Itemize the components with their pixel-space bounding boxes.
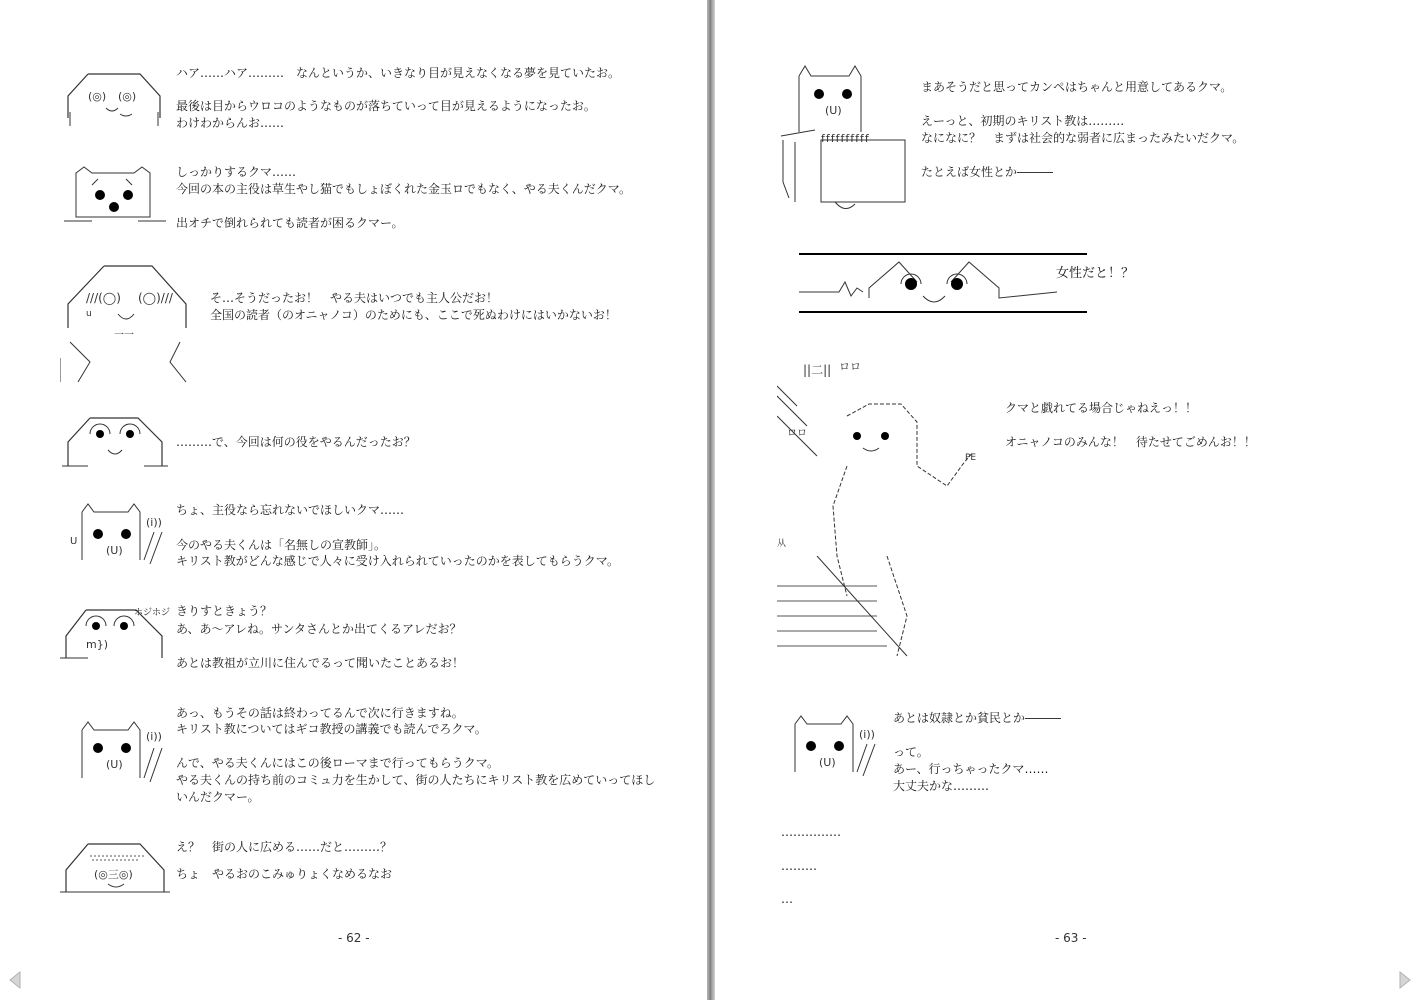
dialogue-line: 今のやる夫くんは「名無しの宣教師」。 xyxy=(176,538,387,552)
dialogue-line: きりすときょう？ xyxy=(176,604,273,618)
svg-text:///(◯): ///(◯) xyxy=(86,291,121,305)
dialogue-line: 大丈夫かな……… xyxy=(893,779,990,793)
bear-ascii-art xyxy=(66,500,176,572)
previous-page-button[interactable] xyxy=(4,968,28,992)
yaruo-ascii-art xyxy=(60,412,170,470)
dialogue-line: たとえば女性とか――― xyxy=(921,165,1054,179)
yaruo-ascii-art xyxy=(60,68,170,128)
dialogue-line: って。 xyxy=(893,745,929,759)
page-number: - 63 - xyxy=(1055,931,1087,945)
svg-text:(i)): (i)) xyxy=(859,728,875,741)
dialogue-line: しっかりするクマ…… xyxy=(176,165,297,179)
svg-text:(◯)///: (◯)/// xyxy=(138,291,173,305)
left-page xyxy=(0,0,707,1000)
ellipsis-line: … xyxy=(781,892,793,906)
bear-with-sign-ascii-art xyxy=(775,62,915,214)
svg-text:PE: PE xyxy=(965,453,977,463)
arrow-right-icon xyxy=(1392,968,1416,992)
dialogue-line: ………で、今回は何の役をやるんだったお？ xyxy=(176,435,416,449)
svg-text:u: u xyxy=(86,309,92,319)
dialogue-line: あとは教祖が立川に住んでるって聞いたことあるお！ xyxy=(176,656,465,670)
dialogue-line: あとは奴隷とか貧民とか――― xyxy=(893,711,1062,725)
bear-ascii-art xyxy=(62,165,167,230)
dialogue-line: キリスト教についてはギコ教授の講義でも読んでろクマ。 xyxy=(176,722,487,736)
dialogue-line: そ…そうだったお！ やる夫はいつでも主人公だお！ xyxy=(210,291,499,305)
page-gutter xyxy=(707,0,715,1000)
dialogue-line: まあそうだと思ってカンペはちゃんと用意してあるクマ。 xyxy=(921,80,1233,94)
dialogue-line: あ、あ～アレね。サンタさんとか出てくるアレだお？ xyxy=(176,622,462,636)
svg-text:(U): (U) xyxy=(106,544,123,557)
dialogue-line: ハア……ハア……… なんというか、いきなり目が見えなくなる夢を見ていたお。 xyxy=(176,66,621,80)
svg-text:(U): (U) xyxy=(106,758,123,771)
dialogue-line: えーっと、初期のキリスト教は……… xyxy=(921,114,1125,128)
dialogue-line: 全国の読者（のオニャノコ）のためにも、ここで死ぬわけにはいかないお！ xyxy=(210,308,617,322)
dialogue-line: え？ 街の人に広める……だと………？ xyxy=(176,840,393,854)
ellipsis-line: ……… xyxy=(781,859,817,873)
yaruo-closeup-ascii-art xyxy=(799,252,1087,316)
svg-text:||二||: ||二|| xyxy=(803,363,832,377)
right-page xyxy=(715,0,1420,1000)
dialogue-line: 出オチで倒れられても読者が困るクマー。 xyxy=(176,216,404,230)
dialogue-line: やる夫くんの持ち前のコミュ力を生かして、街の人たちにキリスト教を広めていってほし xyxy=(176,773,656,787)
svg-text:(◎): (◎) xyxy=(118,90,137,103)
dialogue-line: 最後は目からウロコのようなものが落ちていって目が見えるようになったお。 xyxy=(176,99,596,113)
dialogue-line: 今回の本の主役は草生やし猫でもしょぼくれた金玉ロでもなく、やる夫くんだクマ。 xyxy=(176,182,632,196)
dialogue-line: んで、やる夫くんにはこの後ローマまで行ってもらうクマ。 xyxy=(176,756,500,770)
svg-text:(i)): (i)) xyxy=(146,516,162,529)
svg-text:(U): (U) xyxy=(825,104,842,117)
dialogue-line: 女性だと！？ xyxy=(1056,266,1135,281)
dialogue-line: あっ、もうその話は終わってるんで次に行きますね。 xyxy=(176,706,464,720)
dialogue-line: ちょ やるおのこみゅりょくなめるなお xyxy=(176,867,393,881)
svg-text:(◎三◎): (◎三◎) xyxy=(94,868,133,881)
dialogue-line: ちょ、主役なら忘れないでほしいクマ…… xyxy=(176,503,405,517)
svg-text:一一: 一一 xyxy=(114,330,134,341)
dialogue-line: オニャノコのみんな！ 待たせてごめんお！！ xyxy=(1005,435,1256,449)
yaruo-sweating-ascii-art xyxy=(60,262,195,384)
dialogue-line: なになに？ まずは社会的な弱者に広まったみたいだクマ。 xyxy=(921,131,1245,145)
page-number: - 62 - xyxy=(338,931,370,945)
svg-text:U: U xyxy=(70,536,78,547)
yaruo-running-ascii-art xyxy=(777,356,997,662)
dialogue-line: わけわからんお…… xyxy=(176,116,285,130)
dialogue-line: キリスト教がどんな感じで人々に受け入れられていったのかを表してもらうクマ。 xyxy=(176,554,620,568)
dialogue-line: クマと戯れてる場合じゃねえっ！！ xyxy=(1005,401,1198,415)
sound-effect-label: ホジホジ xyxy=(134,608,171,618)
svg-text:(◎): (◎) xyxy=(88,90,107,103)
next-page-button[interactable] xyxy=(1392,968,1416,992)
bear-ascii-art xyxy=(66,718,176,790)
svg-text:(U): (U) xyxy=(819,756,836,769)
yaruo-shocked-ascii-art xyxy=(60,838,172,896)
arrow-left-icon xyxy=(4,968,28,992)
svg-text:从: 从 xyxy=(777,539,787,549)
svg-text:m}): m}) xyxy=(86,638,109,651)
svg-text:ffffffffff: ffffffffff xyxy=(821,132,870,145)
dialogue-line: あー、行っちゃったクマ…… xyxy=(893,762,1049,776)
svg-text:(i)): (i)) xyxy=(146,730,162,743)
bear-ascii-art xyxy=(779,712,889,784)
dialogue-line: いんだクマー。 xyxy=(176,790,260,804)
svg-text:ロロ: ロロ xyxy=(839,360,861,373)
svg-text:ロロ: ロロ xyxy=(787,428,807,439)
ellipsis-line: …………… xyxy=(781,825,841,839)
